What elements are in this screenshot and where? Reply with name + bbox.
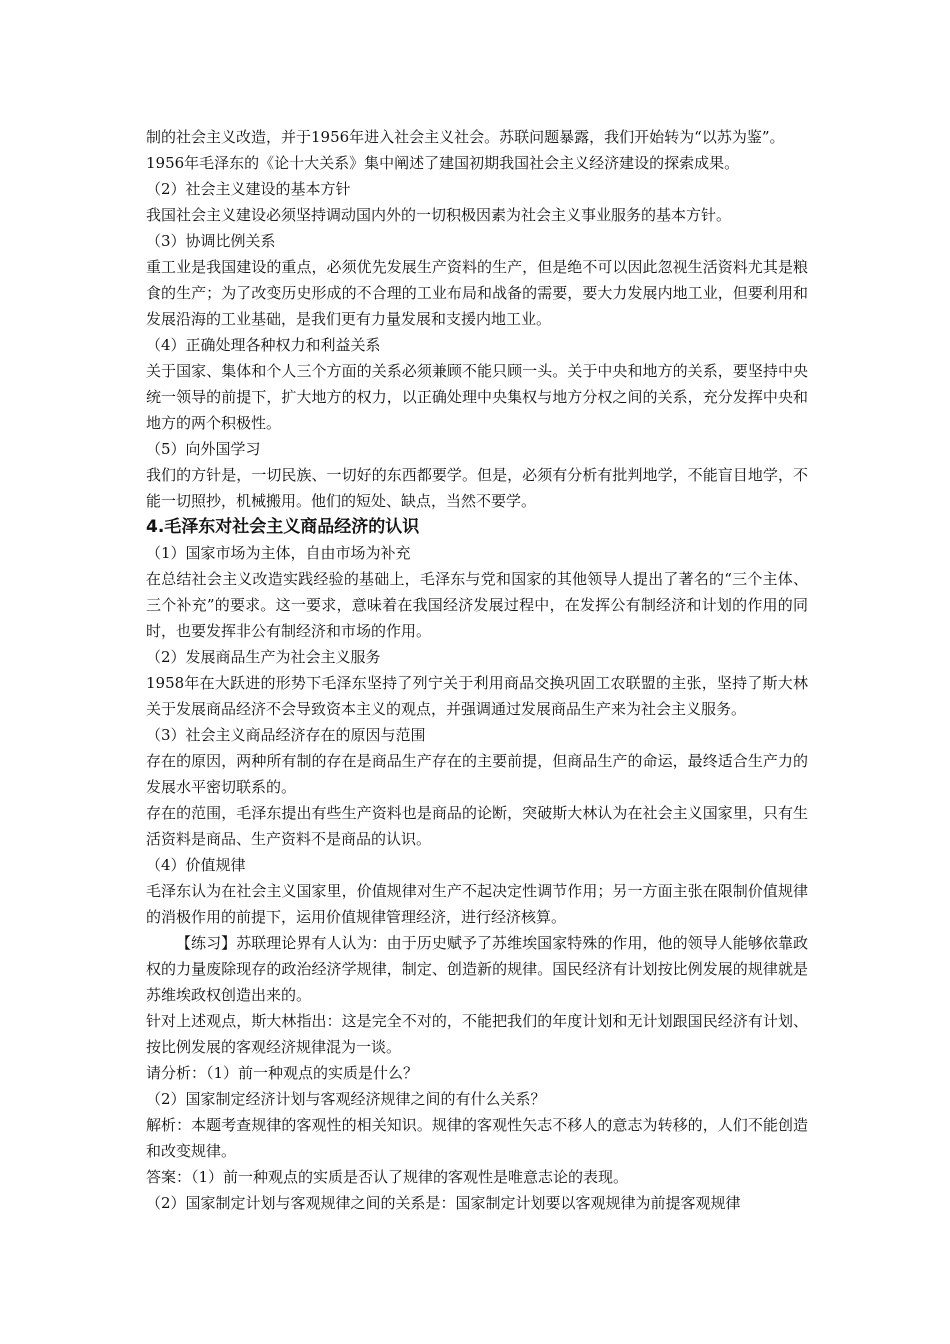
paragraph: 我国社会主义建设必须坚持调动国内外的一切积极因素为社会主义事业服务的基本方针。	[146, 206, 732, 224]
paragraph: 存在的原因，两种所有制的存在是商品生产存在的主要前提，但商品生产的命运，最终适合生产力的发展水平密切联系的。	[146, 752, 808, 796]
paragraph: 在总结社会主义改造实践经验的基础上，毛泽东与党和国家的其他领导人提出了著名的“三个主体、三个补充”的要求。这一要求，意味着在我国经济发展过程中，在发挥公有制经济和计划的作用的同时，也要发挥非公有制经济和市场的作用。	[146, 570, 808, 640]
subheading: （4）正确处理各种权力和利益关系	[146, 336, 381, 354]
section-heading: 4.毛泽东对社会主义商品经济的认识	[146, 517, 420, 537]
question: 请分析：（1）前一种观点的实质是什么？	[146, 1064, 419, 1082]
subheading: （3）协调比例关系	[146, 232, 276, 250]
paragraph: 针对上述观点，斯大林指出：这是完全不对的，不能把我们的年度计划和无计划跟国民经济有计划、按比例发展的客观经济规律混为一谈。	[146, 1012, 808, 1056]
paragraph: 关于国家、集体和个人三个方面的关系必须兼顾不能只顾一头。关于中央和地方的关系，要坚持中央统一领导的前提下，扩大地方的权力，以正确处理中央集权与地方分权之间的关系，充分发挥中央和地方的两个积极性。	[146, 362, 808, 432]
question: （2）国家制定经济计划与客观经济规律之间的有什么关系？	[146, 1090, 546, 1108]
paragraph: 我们的方针是，一切民族、一切好的东西都要学。但是，必须有分析有批判地学，不能盲目地学，不能一切照抄，机械搬用。他们的短处、缺点，当然不要学。	[146, 466, 808, 510]
paragraph: 毛泽东认为在社会主义国家里，价值规律对生产不起决定性调节作用；另一方面主张在限制价值规律的消极作用的前提下，运用价值规律管理经济，进行经济核算。	[146, 882, 808, 926]
paragraph: 1958年在大跃进的形势下毛泽东坚持了列宁关于利用商品交换巩固工农联盟的主张，坚持了斯大林关于发展商品经济不会导致资本主义的观点，并强调通过发展商品生产来为社会主义服务。	[146, 674, 808, 718]
paragraph: 1956年毛泽东的《论十大关系》集中阐述了建国初期我国社会主义经济建设的探索成果。	[146, 154, 740, 172]
analysis-paragraph: 解析：本题考查规律的客观性的相关知识。规律的客观性矢志不移人的意志为转移的，人们不能创造和改变规律。	[146, 1116, 808, 1160]
document-page	[146, 124, 808, 1216]
answer-paragraph: 答案：（1）前一种观点的实质是否认了规律的客观性是唯意志论的表现。	[146, 1168, 629, 1186]
paragraph: 重工业是我国建设的重点，必须优先发展生产资料的生产，但是绝不可以因此忽视生活资料尤其是粮食的生产；为了改变历史形成的不合理的工业布局和战备的需要，要大力发展内地工业，但要利用和发展沿海的工业基础，是我们更有力量发展和支援内地工业。	[146, 258, 808, 328]
subheading: （1）国家市场为主体，自由市场为补充	[146, 544, 411, 562]
subheading: （2）发展商品生产为社会主义服务	[146, 648, 381, 666]
subheading: （5）向外国学习	[146, 440, 261, 458]
exercise-paragraph: 【练习】苏联理论界有人认为：由于历史赋予了苏维埃国家特殊的作用，他的领导人能够依靠政权的力量废除现存的政治经济学规律，制定、创造新的规律。国民经济有计划按比例发展的规律就是苏维埃政权创造出来的。	[146, 934, 808, 1004]
subheading: （4）价值规律	[146, 856, 246, 874]
subheading: （3）社会主义商品经济存在的原因与范围	[146, 726, 426, 744]
answer-paragraph: （2）国家制定计划与客观规律之间的关系是：国家制定计划要以客观规律为前提客观规律	[146, 1194, 741, 1212]
subheading: （2）社会主义建设的基本方针	[146, 180, 351, 198]
paragraph: 制的社会主义改造，并于1956年进入社会主义社会。苏联问题暴露，我们开始转为“以苏为鉴”。	[146, 128, 785, 146]
paragraph: 存在的范围，毛泽东提出有些生产资料也是商品的论断，突破斯大林认为在社会主义国家里，只有生活资料是商品、生产资料不是商品的认识。	[146, 804, 808, 848]
